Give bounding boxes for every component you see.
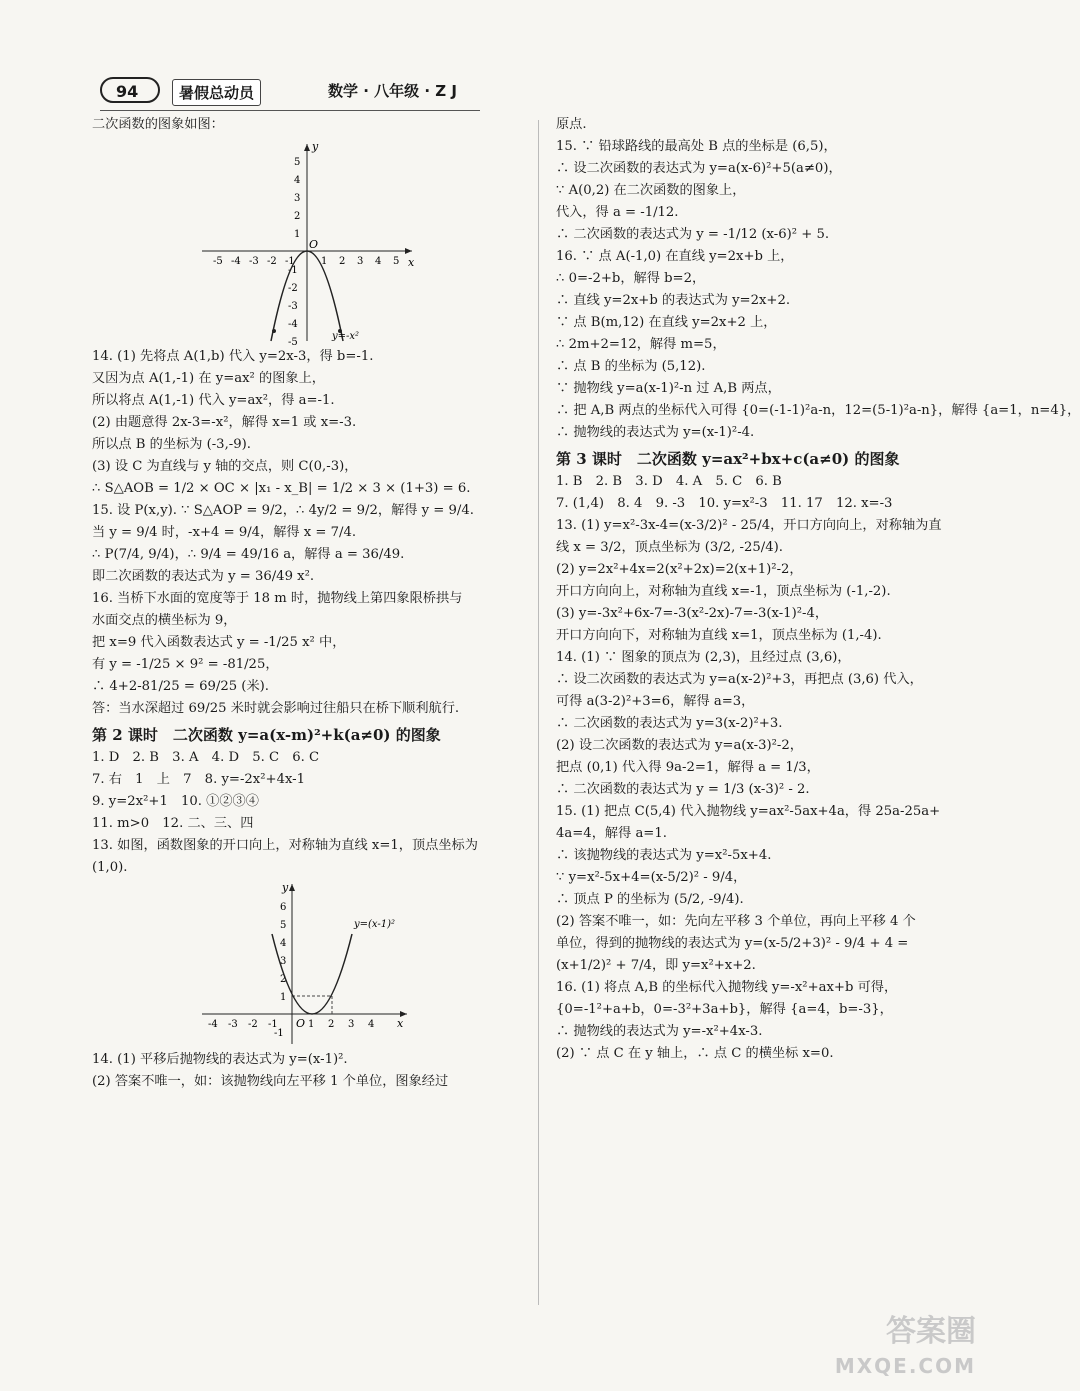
tick-label: 3 bbox=[294, 193, 301, 204]
tick-label: -3 bbox=[249, 256, 259, 267]
answer-line: (2) ∵ 点 C 在 y 轴上，∴ 点 C 的横坐标 x=0. bbox=[556, 1046, 834, 1061]
tick-label: 6 bbox=[280, 902, 287, 913]
x-axis-label: x bbox=[397, 1017, 404, 1030]
answer-line: ∴ 直线 y=2x+b 的表达式为 y=2x+2. bbox=[556, 293, 791, 308]
answer-line: 15. ∵ 铅球路线的最高处 B 点的坐标是 (6,5)， bbox=[556, 139, 837, 154]
answer-line: 答：当水深超过 69/25 米时就会影响过往船只在桥下顺利航行. bbox=[92, 701, 460, 716]
answer-line: ∴ 设二次函数的表达式为 y=a(x-6)²+5(a≠0)， bbox=[556, 161, 842, 176]
curve-label: y=(x-1)² bbox=[354, 919, 396, 930]
answer-line: 15. (1) 把点 C(5,4) 代入抛物线 y=ax²-5ax+4a，得 25a-25a+ bbox=[556, 804, 941, 819]
y-axis-label: y bbox=[282, 881, 289, 894]
tick-label: 1 bbox=[294, 229, 301, 240]
answer-line: 开口方向向上，对称轴为直线 x=-1，顶点坐标为 (-1,-2). bbox=[556, 584, 891, 599]
tick-label: 4 bbox=[294, 175, 301, 186]
tick-label: 1 bbox=[280, 992, 287, 1003]
tick-label: 1 bbox=[321, 256, 328, 267]
tick-label: -1 bbox=[274, 1028, 284, 1039]
answer-line: ∴ 顶点 P 的坐标为 (5/2, -9/4). bbox=[556, 892, 744, 907]
answer-line: ∴ 二次函数的表达式为 y = -1/12 (x-6)² + 5. bbox=[556, 227, 830, 242]
graph-intro: 二次函数的图象如图： bbox=[92, 117, 224, 132]
page-number: 94 bbox=[100, 77, 160, 103]
answer-line: 所以将点 A(1,-1) 代入 y=ax²，得 a=-1. bbox=[92, 393, 335, 408]
answer-line: 把 x=9 代入函数表达式 y = -1/25 x² 中， bbox=[92, 635, 346, 650]
tick-label: -2 bbox=[288, 283, 298, 294]
tick-label: -2 bbox=[267, 256, 277, 267]
watermark bbox=[835, 1315, 976, 1383]
answer-line: 即二次函数的表达式为 y = 36/49 x². bbox=[92, 569, 315, 584]
answer-line: {0=-1²+a+b，0=-3²+3a+b}，解得 {a=4，b=-3}， bbox=[556, 1002, 893, 1017]
y-tick-labels bbox=[288, 157, 300, 348]
y-axis-label: y bbox=[312, 140, 319, 153]
answer-line: 所以点 B 的坐标为 (-3,-9). bbox=[92, 437, 251, 452]
answer-line: 11. m>0 12. 二、三、四 bbox=[92, 816, 254, 831]
tick-label: -4 bbox=[231, 256, 241, 267]
tick-label: -1 bbox=[288, 265, 298, 276]
tick-label: 2 bbox=[339, 256, 346, 267]
answer-line: ∴ 设二次函数的表达式为 y=a(x-2)²+3，再把点 (3,6) 代入， bbox=[556, 672, 923, 687]
answer-line: ∴ 把 A,B 两点的坐标代入可得 {0=(-1-1)²a-n，12=(5-1)²a-n}，解得 {a=1，n=4}， bbox=[556, 403, 1080, 418]
answer-line: (2) 答案不唯一，如：该抛物线向左平移 1 个单位，图象经过 bbox=[92, 1074, 449, 1089]
curve-point bbox=[272, 329, 276, 333]
tick-label: -1 bbox=[285, 256, 295, 267]
answer-line: (2) 由题意得 2x-3=-x²，解得 x=1 或 x=-3. bbox=[92, 415, 357, 430]
answers-block-1 bbox=[92, 346, 522, 720]
answer-line: 原点. bbox=[556, 117, 587, 132]
answer-line: ∴ 2m+2=12，解得 m=5， bbox=[556, 337, 726, 352]
answer-line: (x+1/2)² + 7/4，即 y=x²+x+2. bbox=[556, 958, 756, 973]
answer-line: 开口方向向下，对称轴为直线 x=1，顶点坐标为 (1,-4). bbox=[556, 628, 882, 643]
tick-label: 3 bbox=[348, 1019, 355, 1030]
answer-line: 16. ∵ 点 A(-1,0) 在直线 y=2x+b 上， bbox=[556, 249, 794, 264]
tick-label: -1 bbox=[268, 1019, 278, 1030]
x-tick-labels bbox=[208, 1019, 374, 1030]
tick-label: -5 bbox=[213, 256, 223, 267]
y-arrow bbox=[304, 144, 310, 151]
x-tick-labels bbox=[213, 256, 399, 267]
answer-line: 15. 设 P(x,y). ∵ S△AOP = 9/2，∴ 4y/2 = 9/2，解得 y = 9/4. bbox=[92, 503, 474, 518]
answers-block-2 bbox=[92, 747, 522, 879]
answer-line: (3) y=-3x²+6x-7=-3(x²-2x)-7=-3(x-1)²-4， bbox=[556, 606, 829, 621]
curve-label: y=-x² bbox=[332, 331, 360, 342]
answer-line: ∴ 二次函数的表达式为 y = 1/3 (x-3)² - 2. bbox=[556, 782, 810, 797]
answer-line: 1. B 2. B 3. D 4. A 5. C 6. B bbox=[556, 474, 782, 489]
answers-block-3 bbox=[92, 1049, 522, 1093]
answer-line: (2) 设二次函数的表达式为 y=a(x-3)²-2， bbox=[556, 738, 803, 753]
origin-label: O bbox=[309, 238, 319, 251]
tick-label: -3 bbox=[228, 1019, 238, 1030]
tick-label: 4 bbox=[375, 256, 382, 267]
answer-line: 把点 (0,1) 代入得 9a-2=1，解得 a = 1/3， bbox=[556, 760, 820, 775]
tick-label: 4 bbox=[368, 1019, 375, 1030]
page-header bbox=[100, 77, 580, 107]
watermark-logo-text: 答案圈 bbox=[886, 1314, 976, 1349]
tick-label: 3 bbox=[280, 956, 287, 967]
answer-line: 13. (1) y=x²-3x-4=(x-3/2)² - 25/4，开口方向向上，对称轴为直 bbox=[556, 518, 942, 533]
column-divider bbox=[538, 120, 539, 1305]
tick-label: -4 bbox=[288, 319, 298, 330]
answer-line: ∴ P(7/4, 9/4)，∴ 9/4 = 49/16 a，解得 a = 36/49. bbox=[92, 547, 405, 562]
answer-line: 有 y = -1/25 × 9² = -81/25， bbox=[92, 657, 279, 672]
header-divider bbox=[100, 110, 480, 111]
answer-line: ∴ 点 B 的坐标为 (5,12). bbox=[556, 359, 706, 374]
parabola-graph-2 bbox=[192, 879, 422, 1049]
answer-line: 14. (1) ∵ 图象的顶点为 (2,3)，且经过点 (3,6)， bbox=[556, 650, 851, 665]
answer-line: 线 x = 3/2，顶点坐标为 (3/2, -25/4). bbox=[556, 540, 783, 555]
answer-line: 水面交点的横坐标为 9， bbox=[92, 613, 237, 628]
answer-line: 16. (1) 将点 A,B 的坐标代入抛物线 y=-x²+ax+b 可得， bbox=[556, 980, 898, 995]
section-title-lesson-2: 第 2 课时 二次函数 y=a(x-m)²+k(a≠0) 的图象 bbox=[92, 726, 441, 744]
answer-line: ∴ 0=-2+b，解得 b=2， bbox=[556, 271, 706, 286]
y-arrow bbox=[289, 884, 295, 891]
left-column bbox=[92, 114, 522, 1093]
answer-line: 16. 当桥下水面的宽度等于 18 m 时，抛物线上第四象限桥拱与 bbox=[92, 591, 463, 606]
x-axis-label: x bbox=[408, 256, 415, 269]
answer-line: ∵ 点 B(m,12) 在直线 y=2x+2 上， bbox=[556, 315, 777, 330]
tick-label: -5 bbox=[288, 337, 298, 348]
answer-line: 代入，得 a = -1/12. bbox=[556, 205, 679, 220]
answer-line: ∵ y=x²-5x+4=(x-5/2)² - 9/4， bbox=[556, 870, 747, 885]
tick-label: 1 bbox=[308, 1019, 315, 1030]
book-title: 暑假总动员 bbox=[172, 79, 261, 106]
x-arrow bbox=[405, 248, 412, 254]
origin-label: O bbox=[296, 1017, 306, 1030]
right-column bbox=[556, 114, 1080, 1065]
tick-label: -3 bbox=[288, 301, 298, 312]
answer-line: 1. D 2. B 3. A 4. D 5. C 6. C bbox=[92, 750, 320, 765]
answer-line: ∴ 抛物线的表达式为 y=-x²+4x-3. bbox=[556, 1024, 763, 1039]
answer-line: 4a=4，解得 a=1. bbox=[556, 826, 667, 841]
tick-label: 2 bbox=[328, 1019, 335, 1030]
answer-line: 当 y = 9/4 时，-x+4 = 9/4，解得 x = 7/4. bbox=[92, 525, 357, 540]
watermark-url: MXQE.COM bbox=[834, 1354, 976, 1378]
answer-line: ∵ 抛物线 y=a(x-1)²-n 过 A,B 两点， bbox=[556, 381, 781, 396]
tick-label: 5 bbox=[280, 920, 287, 931]
answer-line: 7. (1,4) 8. 4 9. -3 10. y=x²-3 11. 17 12. x=-3 bbox=[556, 496, 893, 511]
answer-line: 7. 右 1 上 7 8. y=-2x²+4x-1 bbox=[92, 772, 306, 787]
parabola-graph-1 bbox=[192, 136, 422, 346]
tick-label: 2 bbox=[280, 974, 287, 985]
answer-line: 可得 a(3-2)²+3=6，解得 a=3， bbox=[556, 694, 755, 709]
answer-line: (2) 答案不唯一，如：先向左平移 3 个单位，再向上平移 4 个 bbox=[556, 914, 916, 929]
answer-line: ∴ 二次函数的表达式为 y=3(x-2)²+3. bbox=[556, 716, 783, 731]
tick-label: -2 bbox=[248, 1019, 258, 1030]
answer-line: 14. (1) 平移后抛物线的表达式为 y=(x-1)². bbox=[92, 1052, 348, 1067]
subject-label: 数学 · 八年级 · Z J bbox=[328, 82, 457, 100]
tick-label: 4 bbox=[280, 938, 287, 949]
tick-label: 3 bbox=[357, 256, 364, 267]
answer-line: (1,0). bbox=[92, 860, 128, 875]
answer-line: 单位，得到的抛物线的表达式为 y=(x-5/2+3)² - 9/4 + 4 = bbox=[556, 936, 909, 951]
answer-line: 13. 如图，函数图象的开口向上，对称轴为直线 x=1，顶点坐标为 bbox=[92, 838, 478, 853]
answer-line: 9. y=2x²+1 10. ①②③④ bbox=[92, 794, 259, 809]
tick-label: 2 bbox=[294, 211, 301, 222]
answer-line: 14. (1) 先将点 A(1,b) 代入 y=2x-3，得 b=-1. bbox=[92, 349, 374, 364]
answer-line: ∴ S△AOB = 1/2 × OC × |x₁ - x_B| = 1/2 × 3 × (1+3) = 6. bbox=[92, 481, 471, 496]
answer-line: ∴ 抛物线的表达式为 y=(x-1)²-4. bbox=[556, 425, 755, 440]
answer-line: ∴ 4+2-81/25 = 69/25 (米). bbox=[92, 679, 269, 694]
tick-label: 5 bbox=[393, 256, 400, 267]
answer-line: (3) 设 C 为直线与 y 轴的交点，则 C(0,-3)， bbox=[92, 459, 358, 474]
answers-block-r2 bbox=[556, 471, 976, 1065]
answer-line: ∴ 该抛物线的表达式为 y=x²-5x+4. bbox=[556, 848, 772, 863]
answers-block-r1 bbox=[556, 114, 1080, 444]
answer-line: (2) y=2x²+4x=2(x²+2x)=2(x+1)²-2， bbox=[556, 562, 803, 577]
section-title-lesson-3: 第 3 课时 二次函数 y=ax²+bx+c(a≠0) 的图象 bbox=[556, 450, 900, 468]
tick-label: -4 bbox=[208, 1019, 218, 1030]
answer-line: 又因为点 A(1,-1) 在 y=ax² 的图象上， bbox=[92, 371, 325, 386]
tick-label: 5 bbox=[294, 157, 301, 168]
answer-line: ∵ A(0,2) 在二次函数的图象上， bbox=[556, 183, 746, 198]
